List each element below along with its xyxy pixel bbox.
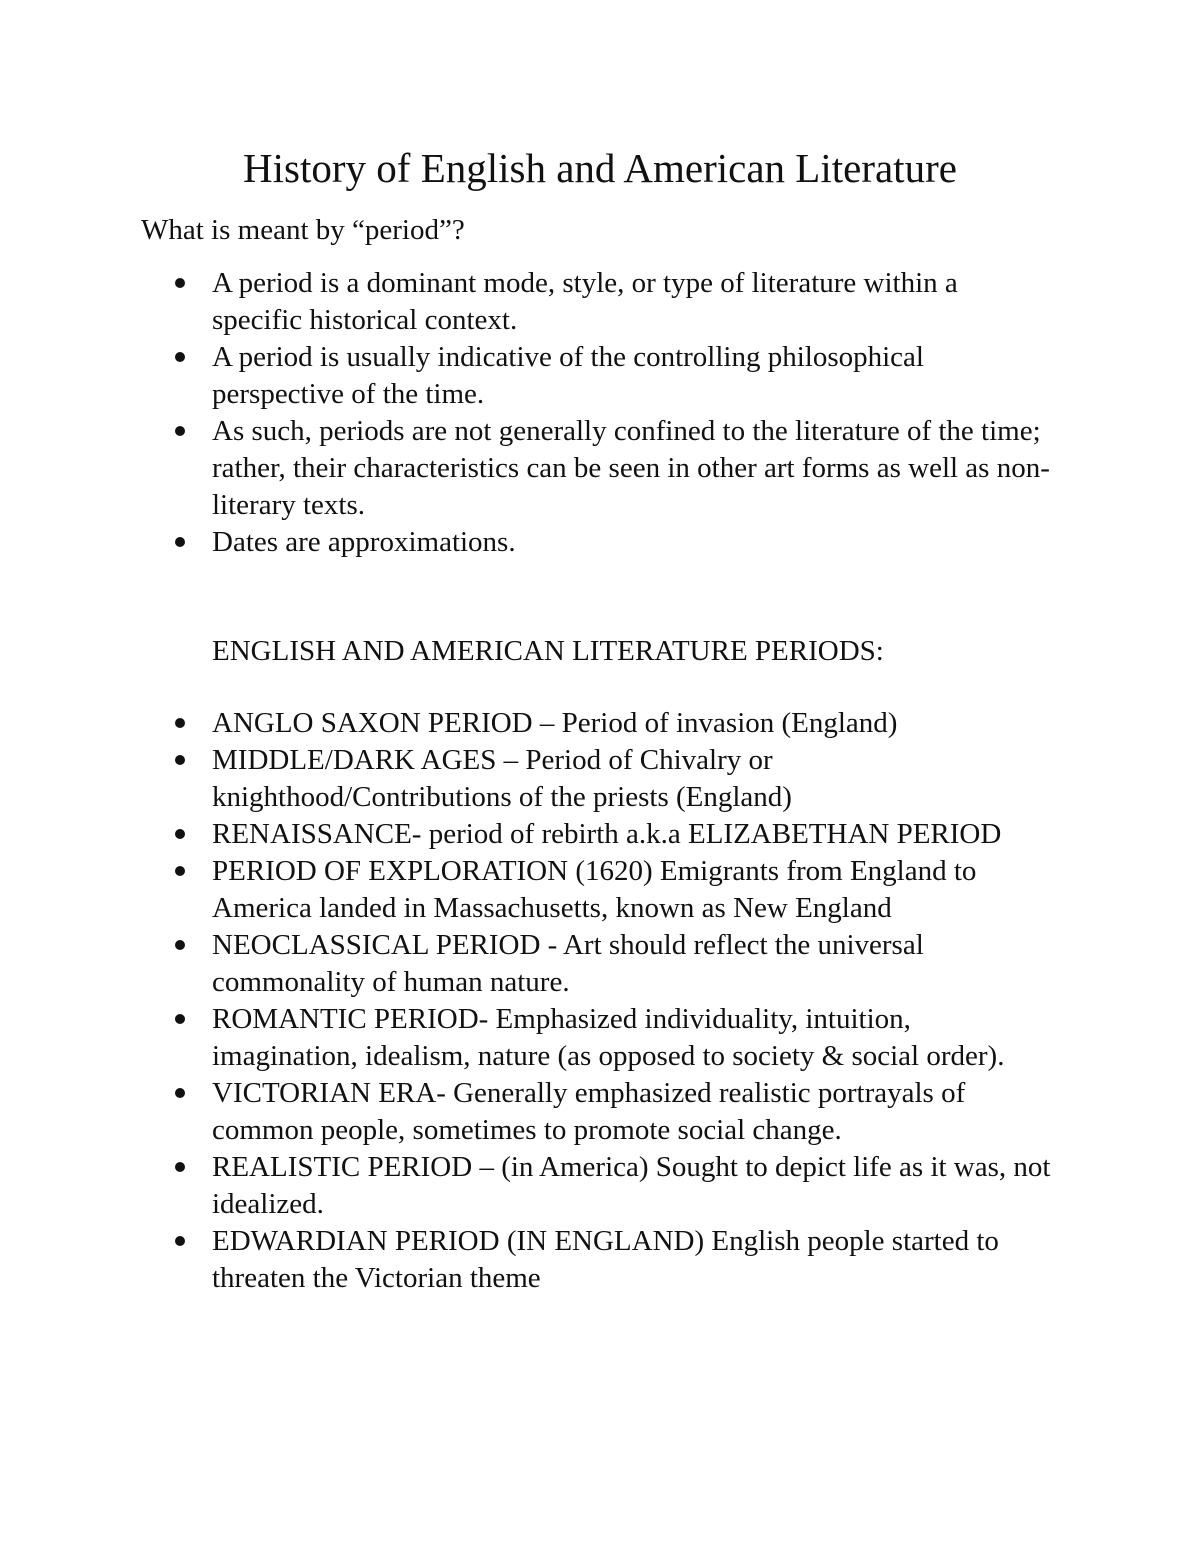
list-item [0,705,1052,742]
bullet-icon [175,352,185,362]
list-item-text: NEOCLASSICAL PERIOD - Art should reflect the universal commonality of human nature. [212,929,924,998]
list-item-text: Dates are approximations. [212,526,516,558]
list-item-text: VICTORIAN ERA- Generally emphasized realistic portrayals of common people, sometimes to promote social change. [212,1077,966,1146]
list-item [0,1149,1052,1223]
list-item [0,413,1052,524]
list-item-text: REALISTIC PERIOD – (in America) Sought to depict life as it was, not idealized. [212,1151,1051,1220]
bullet-icon [175,537,185,547]
list-item-text: EDWARDIAN PERIOD (IN ENGLAND) English people started to threaten the Victorian theme [212,1225,999,1294]
page-title: History of English and American Literature [243,145,957,191]
list-item [0,742,1052,816]
list-item [0,339,1052,413]
list-item [0,1001,1052,1075]
bullet-icon [175,278,185,288]
periods-list [0,705,1200,1297]
list-item [0,816,1052,853]
list-item-text: ROMANTIC PERIOD- Emphasized individuality, intuition, imagination, idealism, nature (as opposed to society & social order). [212,1003,1005,1072]
bullet-icon [175,1236,185,1246]
list-item-text: MIDDLE/DARK AGES – Period of Chivalry or knighthood/Contributions of the priests (England) [212,744,792,813]
bullet-icon [175,718,185,728]
list-item [0,927,1052,1001]
bullet-icon [175,1014,185,1024]
bullet-icon [175,866,185,876]
list-item [0,853,1052,927]
list-item [0,1075,1052,1149]
list-item [0,1223,1052,1297]
list-item [0,524,1052,561]
list-item-text: A period is usually indicative of the controlling philosophical perspective of the time. [212,341,924,410]
question-heading: What is meant by “period”? [141,214,465,246]
definition-list [0,265,1200,561]
list-item-text: As such, periods are not generally confined to the literature of the time; rather, their characteristics can be seen in other art forms as well as non-literary texts. [212,415,1050,521]
bullet-icon [175,1088,185,1098]
bullet-icon [175,426,185,436]
list-item-text: A period is a dominant mode, style, or type of literature within a specific historical context. [212,267,958,336]
bullet-icon [175,755,185,765]
bullet-icon [175,1162,185,1172]
bullet-icon [175,829,185,839]
list-item [0,265,1052,339]
periods-heading: ENGLISH AND AMERICAN LITERATURE PERIODS: [212,635,884,667]
list-item-text: RENAISSANCE- period of rebirth a.k.a ELIZABETHAN PERIOD [212,818,1002,850]
list-item-text: ANGLO SAXON PERIOD – Period of invasion (England) [212,707,898,739]
list-item-text: PERIOD OF EXPLORATION (1620) Emigrants from England to America landed in Massachusetts, known as New England [212,855,977,924]
bullet-icon [175,940,185,950]
